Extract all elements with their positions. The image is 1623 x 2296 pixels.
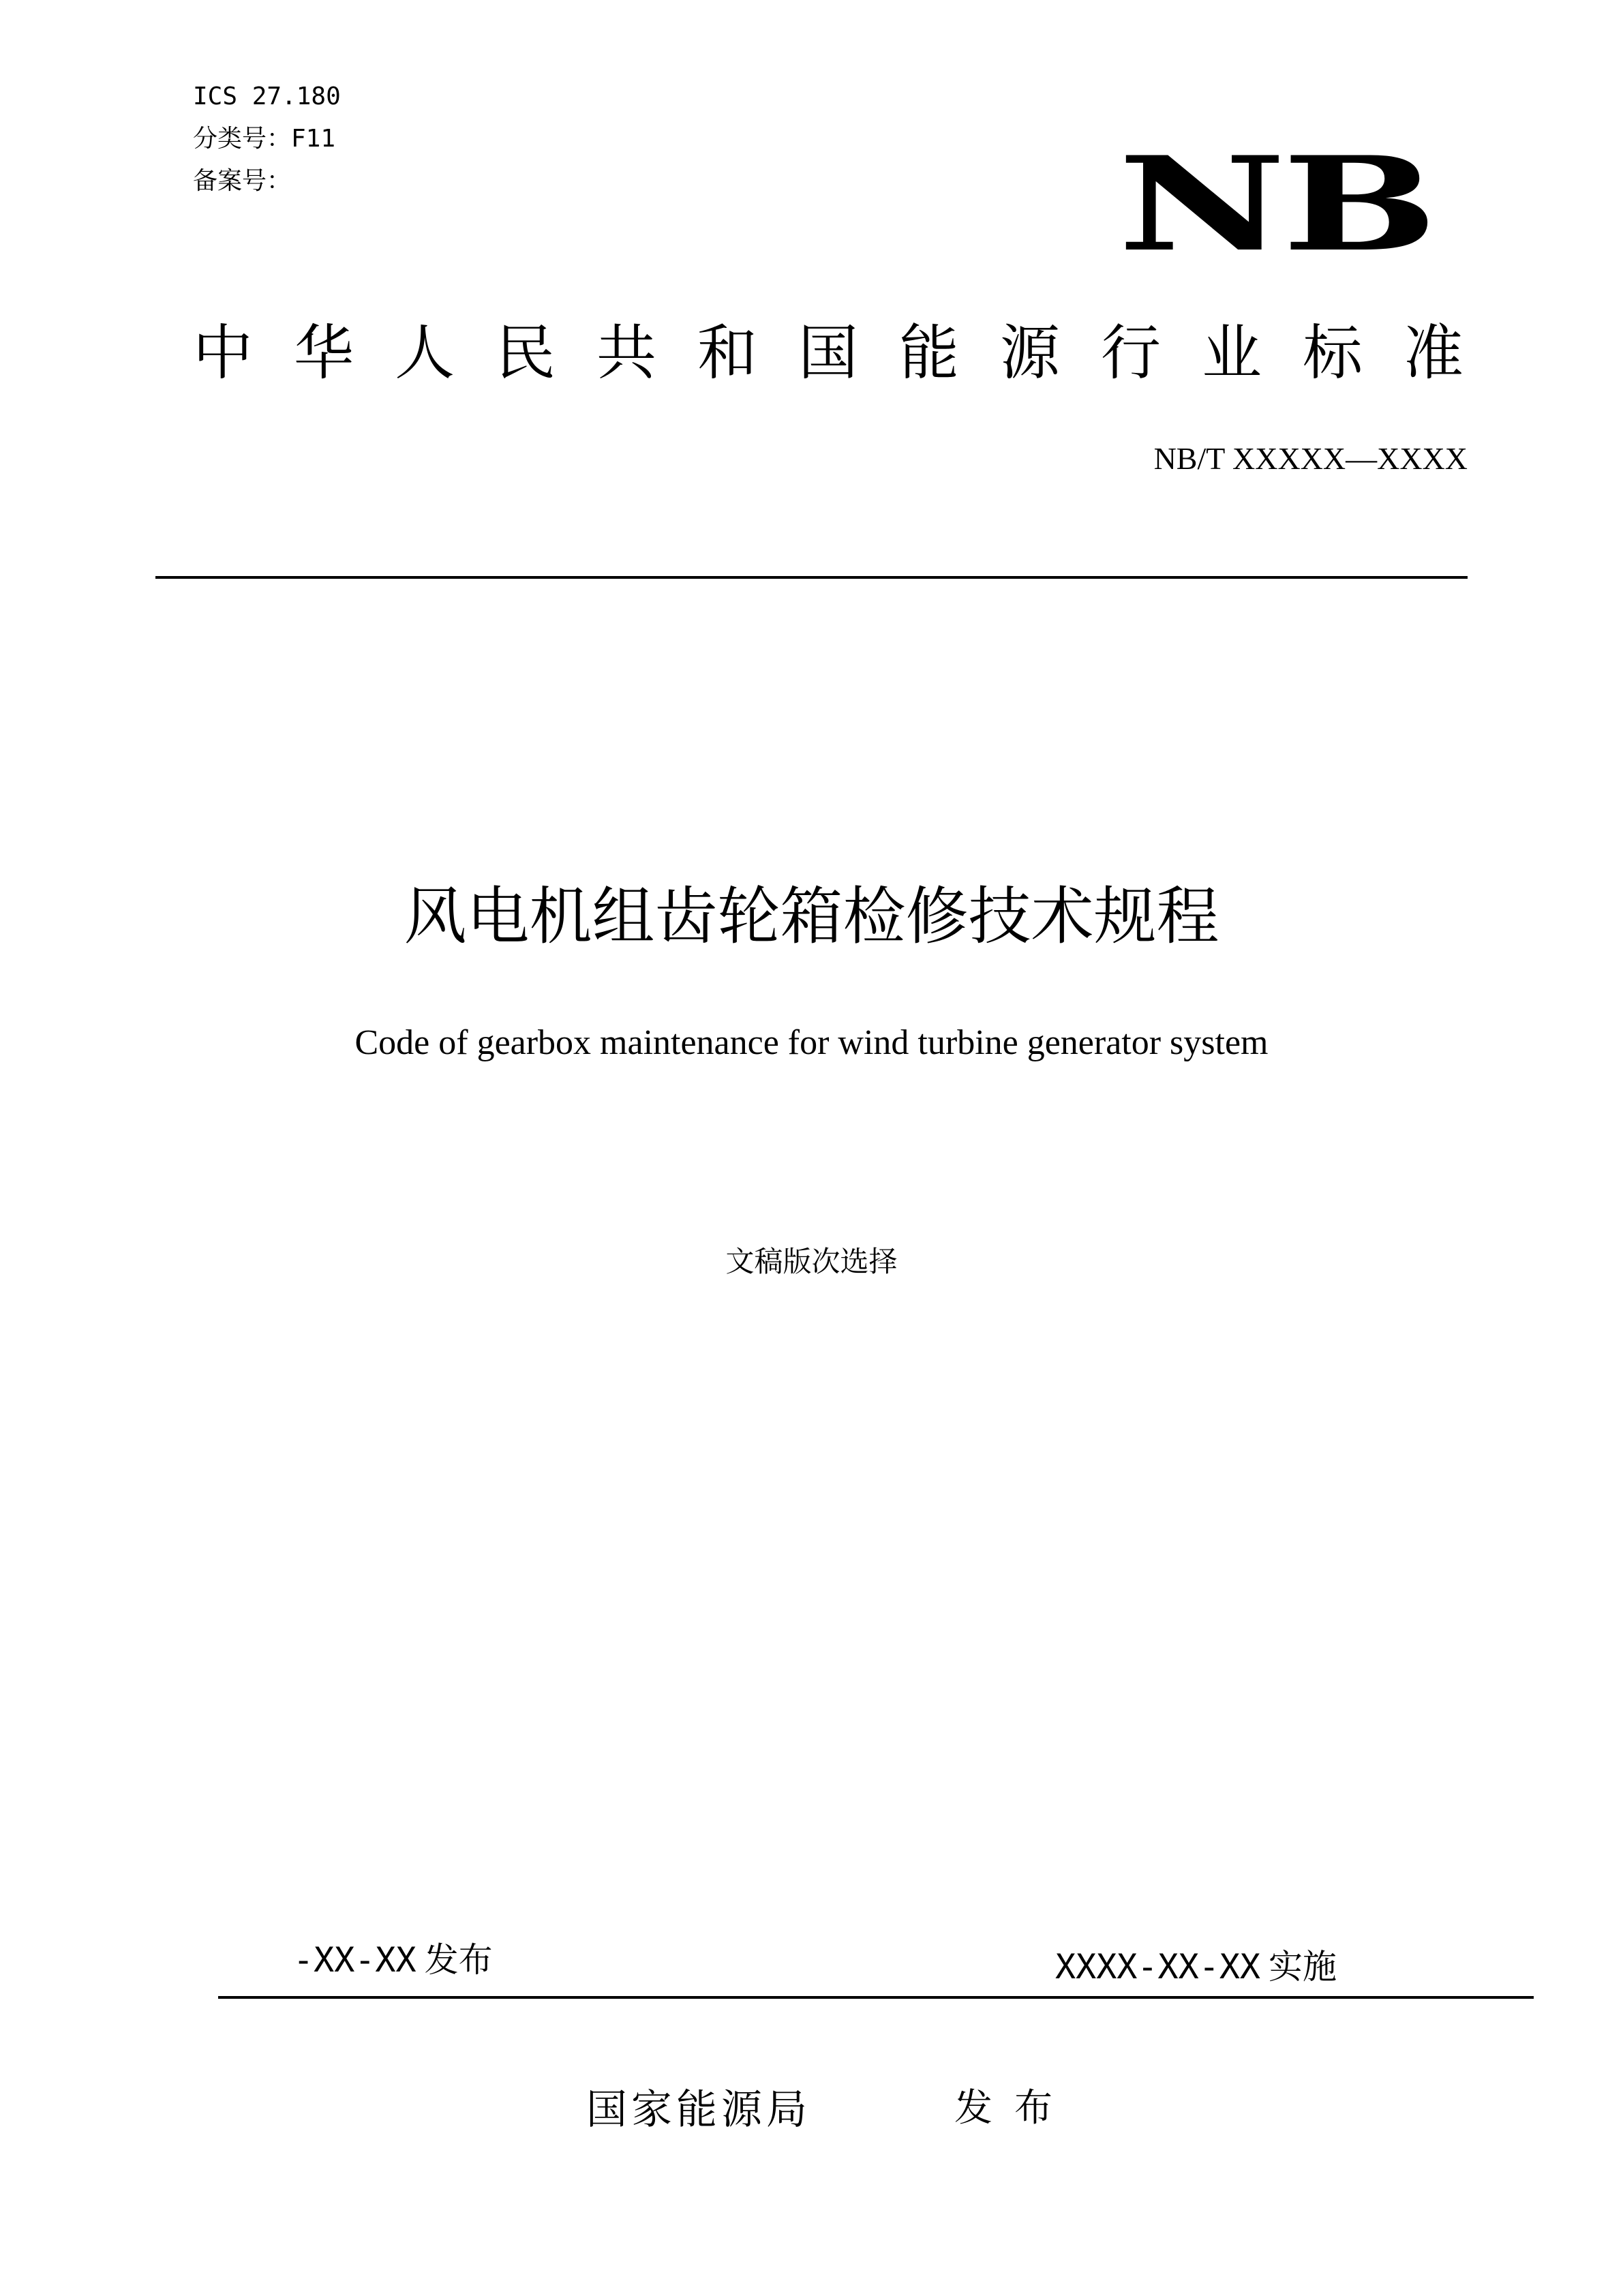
implement-date-label: 实施 [1269, 1947, 1337, 1987]
document-title-chinese: 风电机组齿轮箱检修技术规程 [404, 880, 1219, 953]
nb-logo: NB [1118, 128, 1434, 280]
top-divider [155, 576, 1468, 579]
draft-version-label: 文稿版次选择 [725, 1245, 898, 1278]
document-title-english: Code of gearbox maintenance for wind turbine generator system [354, 1023, 1269, 1062]
publish-date [293, 1939, 493, 1980]
publish-date-value: -XX-XX [293, 1940, 416, 1980]
standard-type-heading: 中华人民共和国能源行业标准 [193, 318, 1505, 388]
standard-number: NB/T XXXXX—XXXX [1153, 441, 1468, 476]
bottom-divider [218, 1996, 1534, 1999]
issuing-authority: 国家能源局 [586, 2086, 811, 2134]
ics-code: ICS 27.180 [193, 82, 341, 110]
record-number: 备案号： [193, 167, 292, 195]
implement-date [1055, 1946, 1337, 1987]
classification-number: 分类号：F11 [193, 125, 336, 153]
implement-date-value: XXXX-XX-XX [1055, 1947, 1261, 1987]
issue-label: 发布 [954, 2086, 1074, 2130]
publish-date-label: 发布 [424, 1940, 493, 1980]
